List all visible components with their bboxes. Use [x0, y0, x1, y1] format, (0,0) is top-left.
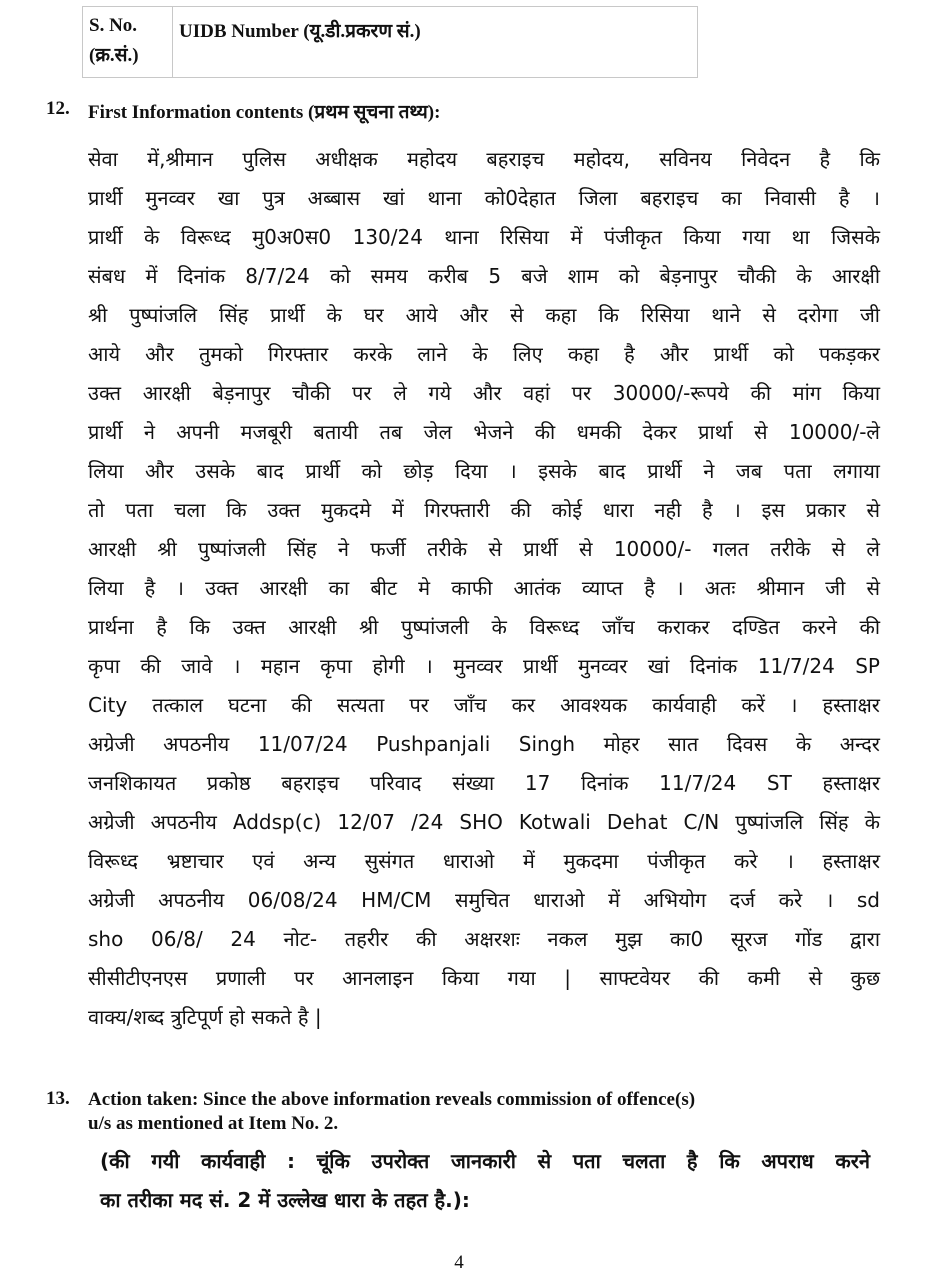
- body-line: आरक्षी श्री पुष्पांजली सिंह ने फर्जी तरीके से प्रार्थी से 10000/- गलत तरीके से ले: [88, 537, 880, 561]
- body-line: उक्त आरक्षी बेड़नापुर चौकी पर ले गये और वहां पर 30000/-रूपये की मांग किया: [88, 381, 880, 405]
- sno-label: S. No.: [89, 15, 138, 36]
- section-13-hindi-line: (की गयी कार्यवाही : चूंकि उपरोक्त जानकारी से पता चलता है कि अपराध करने: [100, 1149, 870, 1173]
- body-line: अग्रेजी अपठनीय Addsp(c) 12/07 /24 SHO Kotwali Dehat C/N पुष्पांजलि सिंह के: [88, 810, 880, 834]
- sno-label-hindi: (क्र.सं.): [89, 45, 139, 66]
- first-information-contents: [88, 140, 880, 1037]
- body-line: जनशिकायत प्रकोष्ठ बहराइच परिवाद संख्या 17 दिनांक 11/7/24 ST हस्ताक्षर: [88, 771, 880, 795]
- body-line: City तत्काल घटना की सत्यता पर जाँच कर आवश्यक कार्यवाही करें । हस्ताक्षर: [88, 693, 880, 717]
- section-12-number: 12.: [46, 98, 70, 119]
- body-line: विरूध्द भ्रष्टाचार एवं अन्य सुसंगत धाराओ में मुकदमा पंजीकृत करे । हस्ताक्षर: [88, 849, 880, 873]
- body-line: श्री पुष्पांजलि सिंह प्रार्थी के घर आये और से कहा कि रिसिया थाने से दरोगा जी: [88, 303, 880, 327]
- section-13-heading-line: Action taken: Since the above information reveals commission of offence(s): [88, 1089, 696, 1110]
- body-line: कृपा की जावे । महान कृपा होगी । मुनव्वर प्रार्थी मुनव्वर खां दिनांक 11/7/24 SP: [88, 654, 880, 678]
- section-13-heading-line: u/s as mentioned at Item No. 2.: [88, 1113, 339, 1134]
- sno-header-cell: [83, 7, 173, 77]
- body-line: प्रार्थी के विरूध्द मु0अ0स0 130/24 थाना रिसिया में पंजीकृत किया गया था जिसके: [88, 225, 881, 249]
- body-line: अग्रेजी अपठनीय 11/07/24 Pushpanjali Singh मोहर सात दिवस के अन्दर: [88, 732, 880, 756]
- uidb-table: [82, 6, 698, 78]
- body-line: लिया है । उक्त आरक्षी का बीट मे काफी आतंक व्याप्त है । अतः श्रीमान जी से: [88, 576, 880, 600]
- body-line: अग्रेजी अपठनीय 06/08/24 HM/CM समुचित धाराओ में अभियोग दर्ज करे । sd: [88, 888, 880, 912]
- body-line: संबध में दिनांक 8/7/24 को समय करीब 5 बजे शाम को बेड़नापुर चौकी के आरक्षी: [88, 264, 880, 288]
- body-line: आये और तुमको गिरफ्तार करके लाने के लिए कहा है और प्रार्थी को पकड़कर: [88, 342, 880, 366]
- body-line: प्रार्थी ने अपनी मजबूरी बतायी तब जेल भेजने की धमकी देकर प्रार्था से 10000/-ले: [88, 420, 880, 444]
- section-13-heading: [88, 1088, 848, 1136]
- section-13-hindi-line: का तरीका मद सं. 2 में उल्लेख धारा के तहत है.):: [100, 1188, 470, 1212]
- body-line: तो पता चला कि उक्त मुकदमे में गिरफ्तारी की कोई धारा नही है । इस प्रकार से: [88, 498, 880, 522]
- section-13-number: 13.: [46, 1088, 70, 1109]
- body-line: sho 06/8/ 24 नोट- तहरीर की अक्षरशः नकल मुझ का0 सूरज गोंड द्वारा: [88, 927, 880, 951]
- body-line: सेवा में,श्रीमान पुलिस अधीक्षक महोदय बहराइच महोदय, सविनय निवेदन है कि: [88, 147, 880, 171]
- body-line: प्रार्थी मुनव्वर खा पुत्र अब्बास खां थाना को0देहात जिला बहराइच का निवासी है ।: [88, 186, 880, 210]
- uidb-number-label: UIDB Number (यू.डी.प्रकरण सं.): [179, 21, 421, 42]
- body-line: लिया और उसके बाद प्रार्थी को छोड़ दिया । इसके बाद प्रार्थी ने जब पता लगाया: [88, 459, 880, 483]
- body-line: वाक्य/शब्द त्रुटिपूर्ण हो सकते है |: [88, 1005, 322, 1029]
- section-13-hindi: [100, 1142, 870, 1220]
- body-line: प्रार्थना है कि उक्त आरक्षी श्री पुष्पांजली के विरूध्द जाँच कराकर दण्डित करने की: [88, 615, 880, 639]
- body-line: सीसीटीएनएस प्रणाली पर आनलाइन किया गया | साफ्टवेयर की कमी से कुछ: [88, 966, 880, 990]
- page-number: 4: [454, 1252, 464, 1273]
- section-12-heading: First Information contents (प्रथम सूचना तथ्य):: [88, 102, 441, 123]
